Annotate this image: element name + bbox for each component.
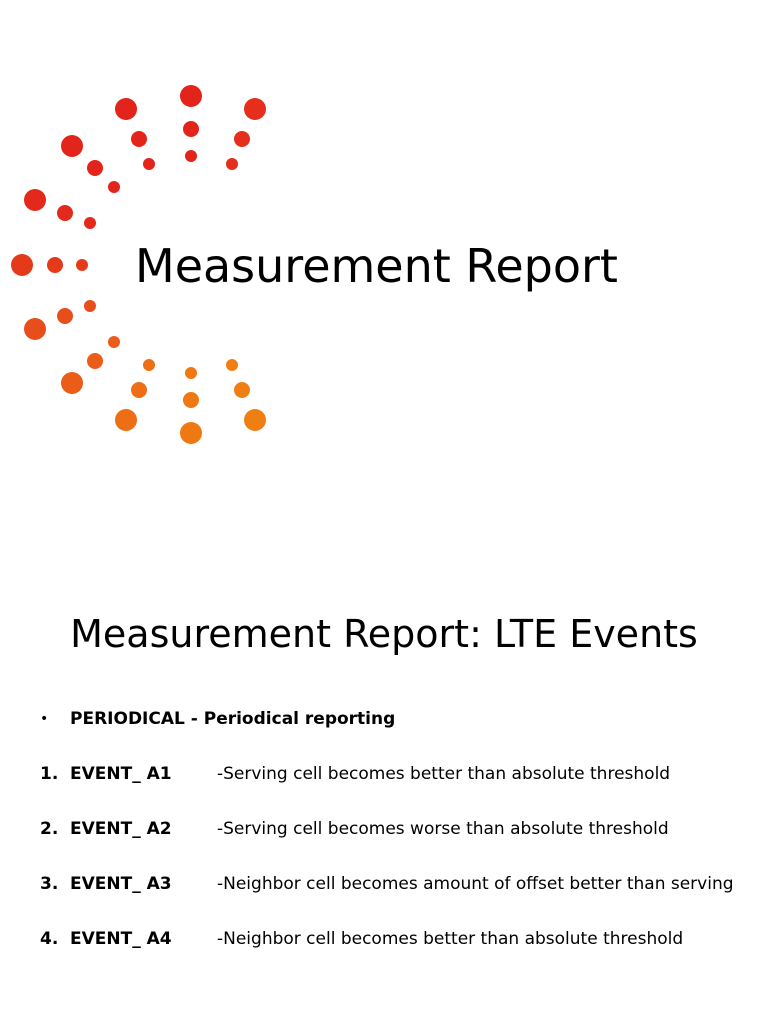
slide-title: Measurement Report — [135, 239, 618, 293]
logo-dot — [84, 300, 96, 312]
event-description: -Serving cell becomes better than absolute threshold — [217, 764, 671, 784]
list-number: 2. — [40, 819, 59, 839]
logo-dot — [76, 259, 88, 271]
logo-dot — [57, 205, 73, 221]
logo-dot — [185, 150, 197, 162]
logo-dot — [24, 318, 46, 340]
logo-dot — [108, 181, 120, 193]
logo-dot — [61, 372, 83, 394]
logo-dot — [87, 160, 103, 176]
list-item — [0, 928, 768, 950]
event-code: EVENT_ A4 — [70, 929, 172, 949]
logo-dot — [180, 85, 202, 107]
logo-dot — [244, 98, 266, 120]
list-item — [0, 763, 768, 785]
logo-dot — [57, 308, 73, 324]
logo-dot — [183, 121, 199, 137]
logo-dot — [61, 135, 83, 157]
logo-dot — [185, 367, 197, 379]
event-description: - Periodical reporting — [184, 709, 396, 729]
logo-dot — [226, 359, 238, 371]
event-code: EVENT_ A2 — [70, 819, 172, 839]
events-slide — [0, 576, 768, 1024]
logo-dot — [234, 131, 250, 147]
logo-dot — [143, 359, 155, 371]
logo-dot — [108, 336, 120, 348]
logo-dot — [11, 254, 33, 276]
event-description: -Neighbor cell becomes better than absolute threshold — [217, 929, 684, 949]
logo-dot — [87, 353, 103, 369]
logo-dot — [143, 158, 155, 170]
logo-dot — [234, 382, 250, 398]
event-code: EVENT_ A1 — [70, 764, 172, 784]
radiating-dots-logo — [0, 0, 300, 460]
slide-title: Measurement Report: LTE Events — [70, 612, 698, 656]
logo-dot — [24, 189, 46, 211]
logo-dot — [131, 382, 147, 398]
bullet-marker: • — [40, 711, 49, 727]
event-description: -Serving cell becomes worse than absolute threshold — [217, 819, 669, 839]
logo-dot — [47, 257, 63, 273]
list-item — [0, 708, 768, 730]
event-description: -Neighbor cell becomes amount of offset better than serving — [217, 874, 734, 894]
logo-dot — [115, 98, 137, 120]
list-item — [0, 818, 768, 840]
list-number: 1. — [40, 764, 59, 784]
logo-dot — [115, 409, 137, 431]
logo-dot — [183, 392, 199, 408]
event-code: PERIODICAL — [70, 709, 185, 729]
list-item — [0, 873, 768, 895]
logo-dot — [180, 422, 202, 444]
logo-dot — [244, 409, 266, 431]
logo-dot — [131, 131, 147, 147]
logo-dot — [226, 158, 238, 170]
event-list — [0, 708, 768, 950]
logo-dot — [84, 217, 96, 229]
list-number: 4. — [40, 929, 59, 949]
list-number: 3. — [40, 874, 59, 894]
event-code: EVENT_ A3 — [70, 874, 172, 894]
